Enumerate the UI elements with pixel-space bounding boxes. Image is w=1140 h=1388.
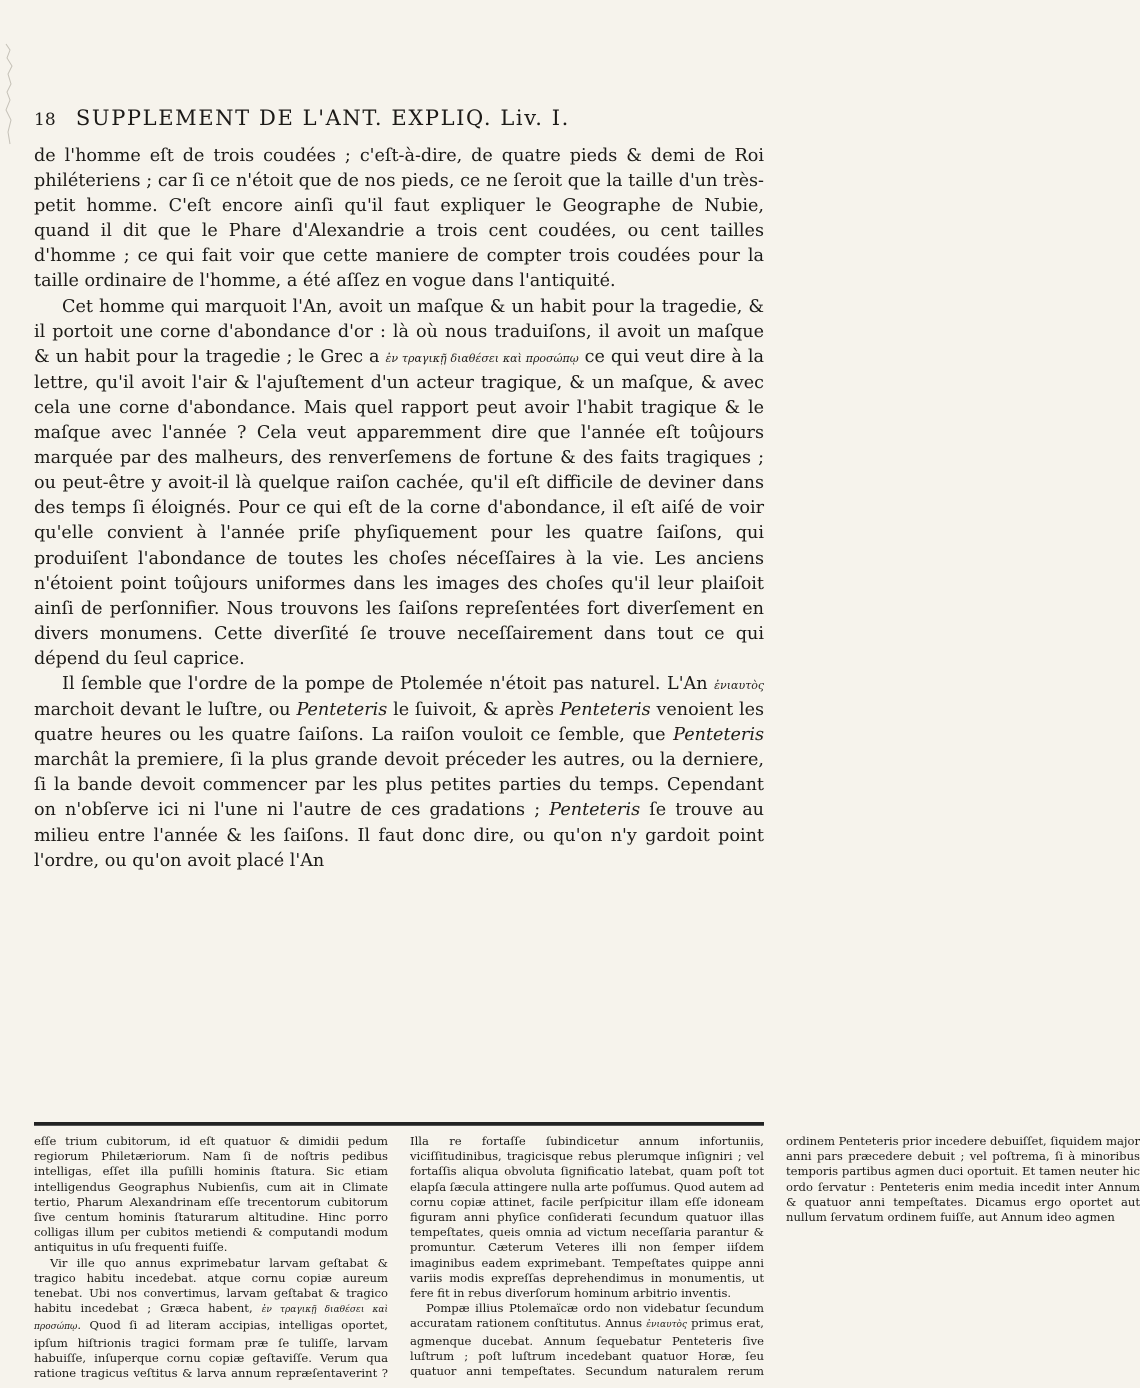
running-head-title: SUPPLEMENT DE L'ANT. EXPLIQ. Liv. I. bbox=[75, 106, 570, 130]
greek-word: ἐνιαυτὸς bbox=[714, 678, 764, 692]
italic-term: Penteteris bbox=[559, 700, 651, 721]
greek-quotation: ἐν τραγικῇ διαθέσει καὶ προσώπῳ bbox=[34, 1305, 389, 1333]
footnote-2-text-a: Vir ille quo annus exprimebatur larvam geſtabat & tragico habitu incedebat. atque cornu copiæ aureum tenebat. Ubi nos convertimus, larvam geſtabat & tragico habitu incedebat ; Græca habent, bbox=[34, 1255, 388, 1316]
paragraph-3-text-d: venoient les quatre heures ou les quatre ſaiſons. La raiſon vouloit ce ſemble, que bbox=[34, 700, 765, 746]
paragraph-3-text-a: Il ſemble que l'ordre de la pompe de Ptolemée n'étoit pas naturel. L'An bbox=[62, 673, 708, 694]
footnote-3-text-a: Pompæ illius Ptolemaïcæ ordo non videbatur ſecundum accuratam rationem conſtitutus. Annus bbox=[410, 1301, 764, 1331]
footnote-1: eſſe trium cubitorum, id eſt quatuor & dimidii pedum regiorum Philetæriorum. Nam ſi de noſtris pedibus intelligas, eſſet illa puſilli hominis ſtatura. Sic etiam intelligendus Geographus Nubienſis, cum ait in Climate tertio, Pharum Alexandrinam eſſe trecentorum cubitorum ſive centum hominis ſtaturarum altitudine. Hinc porro colligas illum per cubitos metiendi & computandi modum antiquitus in uſu frequenti fuiſſe. bbox=[34, 1134, 388, 1255]
italic-term: Penteteris bbox=[673, 725, 764, 746]
italic-term: Penteteris bbox=[549, 800, 641, 821]
greek-quotation: ἐν τραγικῇ διαθέσει καὶ προσώπῳ bbox=[385, 351, 579, 365]
paper-texture-mark bbox=[4, 40, 16, 150]
running-head bbox=[34, 106, 764, 140]
footnotes bbox=[34, 1134, 1140, 1384]
footnote-divider bbox=[34, 1122, 764, 1126]
footnote-2-text-b: . Quod ſi ad literam accipias, intelligas oportet, ipſum hiſtrionis tragici formam præ ſe tuliſſe, larvam habuiſſe, inſuperque cornu copiæ geſtaviſſe. Verum qua ratione tragicus veſtitus & larva annum repræſentaverint ? Illa re fortaſſe ſubindicetur annum infortuniis, viciſſitudinibus, tragicisque rebus plerumque inſigniri ; vel fortaſſis aliqua obvoluta ſignificatio latebat, quam poſt tot elapſa ſæcula attingere nulla arte poſſumus. Quod autem ad cornu copiæ attinet, facile perſpicitur illam eſſe idoneam figuram anni phyſice conſiderati ſecundum quatuor illas tempeſtates, queis omnia ad victum neceſſaria parantur & promuntur. Cæterum Veteres illi non ſemper iiſdem imaginibus eadem exprimebant. Tempeſtates quippe anni variis modis expreſſas deprehendimus in monumentis, ut fere fit in rebus diverſorum hominum arbitrio inventis. bbox=[34, 1134, 764, 1381]
paragraph-2 bbox=[34, 295, 764, 672]
paragraph-2-text-b: ce qui veut dire à la lettre, qu'il avoit l'air & l'ajuſtement d'un acteur tragique, & un maſque, & avec cela une corne d'abondance. Mais quel rapport peut avoir l'habit tragique & le maſque avec l'année ? Cela veut apparemment dire que l'année eſt toûjours marquée par des malheurs, des renverſemens de fortune & des faits tragiques ; ou peut-être y avoit-il là quelque raiſon cachée, qu'il eſt difficile de deviner dans des temps ſi éloignés. Pour ce qui eſt de la corne d'abondance, il eſt aiſé de voir qu'elle convient à l'année priſe phyſiquement pour les quatre ſaiſons, qui produiſent l'abondance de toutes les choſes néceſſaires à la vie. Les anciens n'étoient point toûjours uniformes dans les images des choſes qu'il leur plaiſoit ainſi de perſonnifier. Nous trouvons les ſaiſons repreſentées fort diverſement en divers monumens. Cette diverſité ſe trouve neceſſairement dans tout ce qui dépend du ſeul caprice. bbox=[34, 346, 764, 669]
greek-word: ἐνιαυτὸς bbox=[646, 1320, 688, 1331]
paragraph-3-text-f: ſe trouve au milieu entre l'année & les ſaiſons. Il faut donc dire, ou qu'on n'y gardoit point l'ordre, ou qu'on avoit placé l'An bbox=[34, 800, 765, 871]
main-text bbox=[34, 144, 764, 1120]
paragraph-1: de l'homme eſt de trois coudées ; c'eſt-à-dire, de quatre pieds & demi de Roi philéteriens ; car ſi ce n'étoit que de nos pieds, ce ne ſeroit que la taille d'un très-petit homme. C'eſt encore ainſi qu'il faut expliquer le Geographe de Nubie, quand il dit que le Phare d'Alexandrie a trois cent coudées, ou cent tailles d'homme ; ce qui fait voir que cette maniere de compter trois coudées pour la taille ordinaire de l'homme, a été aſſez en vogue dans l'antiquité. bbox=[34, 146, 764, 292]
paragraph-3 bbox=[34, 672, 764, 874]
paragraph-3-text-e: marchât la premiere, ſi la plus grande devoit préceder les autres, ou la derniere, ſi la bande devoit commencer par les plus petites parties du temps. Cependant on n'obſerve ici ni l'une ni l'autre de ces gradations ; bbox=[34, 750, 764, 821]
italic-term: Penteteris bbox=[296, 700, 388, 721]
page-number: 18 bbox=[34, 110, 56, 130]
paragraph-2-text-a: Cet homme qui marquoit l'An, avoit un maſque & un habit pour la tragedie, & il portoit une corne d'abondance d'or : là où nous traduiſons, il avoit un maſque & un habit pour la tragedie ; le Grec a bbox=[34, 296, 764, 367]
paragraph-3-text-b: marchoit devant le luſtre, ou bbox=[34, 700, 291, 721]
paragraph-3-text-c: le ſuivoit, & après bbox=[393, 700, 555, 721]
footnote-3-text-b: primus erat, agmenque ducebat. Annum ſequebatur Penteteris ſive luſtrum ; poſt luſtrum incedebant quatuor Horæ, ſeu quatuor anni tempeſtates. Secundum naturalem rerum ordinem Penteteris prior incedere debuiſſet, ſiquidem major anni pars præcedere debuit ; vel poſtrema, ſi à minoribus temporis partibus agmen duci oportuit. Et tamen neuter hic ordo ſervatur : Penteteris enim media incedit inter Annum & quatuor anni tempeſtates. Dicamus ergo oportet aut nullum ſervatum ordinem fuiſſe, aut Annum ideo agmen bbox=[410, 1134, 1140, 1379]
